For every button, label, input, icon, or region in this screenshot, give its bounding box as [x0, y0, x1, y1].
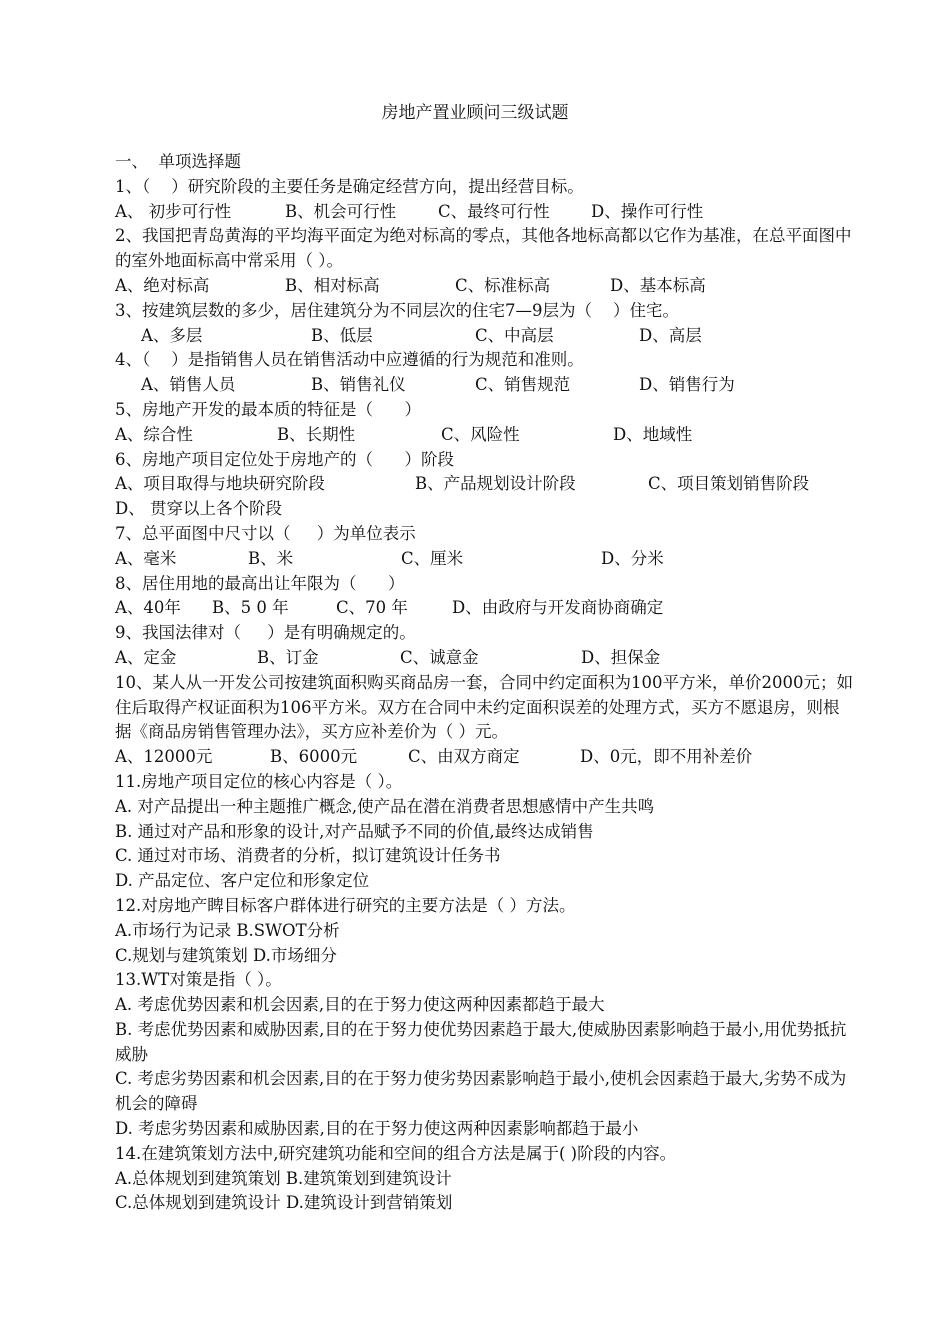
question-13: 13.WT对策是指（ ）。	[115, 970, 282, 990]
options-5	[115, 423, 855, 448]
document-title: 房地产置业顾问三级试题	[381, 103, 569, 123]
question-8: 8、居住用地的最高出让年限为（ ）	[115, 573, 405, 593]
option-b: B、长期性	[277, 424, 356, 444]
option-a: A、多层	[141, 325, 203, 345]
options-cd: C.总体规划到建筑设计 D.建筑设计到营销策划	[115, 1193, 453, 1213]
option-a: A、定金	[115, 647, 177, 667]
options-4	[115, 373, 855, 398]
option-d: D、 贯穿以上各个阶段	[115, 499, 282, 519]
option-d: D、担保金	[581, 647, 661, 667]
options-cd: C.规划与建筑策划 D.市场细分	[115, 945, 337, 965]
question-11: 11.房地产项目定位的核心内容是（ ）。	[115, 771, 403, 791]
option-a: A、综合性	[115, 424, 193, 444]
option-b: B、米	[248, 548, 294, 568]
option-d: D、基本标高	[610, 275, 706, 295]
option-c: C、销售规范	[475, 375, 571, 395]
option-a: A、 初步可行性	[115, 201, 232, 221]
question-1: 1、（ ）研究阶段的主要任务是确定经营方向，提出经营目标。	[115, 176, 584, 196]
option-d: D、由政府与开发商协商确定	[452, 598, 664, 618]
options-ab: A.市场行为记录 B.SWOT分析	[115, 920, 340, 940]
option-b: B、6000元	[270, 747, 358, 767]
option-d: D、0元，即不用补差价	[580, 747, 753, 767]
option-c: C、中高层	[475, 325, 554, 345]
question-5: 5、房地产开发的最本质的特征是（ ）	[115, 399, 421, 419]
options-10	[115, 745, 855, 770]
option-d: D、操作可行性	[591, 201, 704, 221]
option-c: C、标准标高	[455, 275, 551, 295]
option-a: A、销售人员	[141, 375, 236, 395]
options-2	[115, 274, 855, 299]
option-b: B、销售礼仪	[311, 375, 406, 395]
question-7: 7、总平面图中尺寸以（ ）为单位表示	[115, 523, 416, 543]
question-4: 4、（ ）是指销售人员在销售活动中应遵循的行为规范和准则。	[115, 350, 584, 370]
option-b: B. 考虑优势因素和威胁因素,目的在于努力使优势因素趋于最大,使威胁因素影响趋于最小,用优势抵抗威胁	[115, 1019, 847, 1064]
options-7	[115, 547, 855, 572]
option-b: B、相对标高	[285, 275, 380, 295]
option-a: A、项目取得与地块研究阶段	[115, 474, 325, 494]
option-d: D、分米	[601, 548, 664, 568]
option-c: C、由双方商定	[408, 747, 520, 767]
option-b: B、订金	[257, 647, 319, 667]
options-6	[115, 472, 855, 497]
option-a: A、12000元	[115, 747, 213, 767]
option-b: B、5 0 年	[212, 598, 289, 618]
option-c: C. 通过对市场、消费者的分析，拟订建筑设计任务书	[115, 846, 501, 866]
question-12: 12.对房地产睥目标客户群体进行研究的主要方法是（ ）方法。	[115, 895, 576, 915]
option-b: B、机会可行性	[285, 201, 397, 221]
option-c: C、风险性	[441, 424, 520, 444]
option-d: D. 考虑劣势因素和威胁因素,目的在于努力使这两种因素影响都趋于最小	[115, 1119, 639, 1139]
question-2: 2、我国把青岛黄海的平均海平面定为绝对标高的零点，其他各地标高都以它作为基准，在总平面图中的室外地面标高中常采用（ ）。	[115, 226, 852, 271]
question-3: 3、按建筑层数的多少，居住建筑分为不同层次的住宅7—9层为（ ）住宅。	[115, 300, 679, 320]
options-ab: A.总体规划到建筑策划 B.建筑策划到建筑设计	[115, 1168, 452, 1188]
section-heading: 一、 单项选择题	[115, 152, 241, 171]
option-c: C、最终可行性	[438, 201, 550, 221]
exam-content	[115, 150, 855, 1216]
option-a: A、40年	[115, 598, 181, 618]
option-b: B、低层	[311, 325, 373, 345]
option-c: C、诚意金	[400, 647, 479, 667]
option-d: D、高层	[639, 325, 702, 345]
options-8	[115, 596, 855, 621]
option-a: A. 对产品提出一种主题推广概念,使产品在潜在消费者思想感情中产生共鸣	[115, 796, 655, 816]
option-c: C、项目策划销售阶段	[648, 474, 810, 494]
option-c: C、厘米	[401, 548, 464, 568]
option-c: C、70 年	[336, 598, 408, 618]
option-a: A、毫米	[115, 548, 177, 568]
option-b: B、产品规划设计阶段	[415, 474, 576, 494]
option-a: A、绝对标高	[115, 275, 210, 295]
option-d: D、销售行为	[639, 375, 735, 395]
question-6: 6、房地产项目定位处于房地产的（ ）阶段	[115, 449, 454, 469]
question-14: 14.在建筑策划方法中,研究建筑功能和空间的组合方法是属于( )阶段的内容。	[115, 1143, 677, 1163]
question-10: 10、某人从一开发公司按建筑面积购买商品房一套，合同中约定面积为100平方米，单价2000元；如住后取得产权证面积为106平方米。双方在合同中未约定面积误差的处理方式，买方不愿退房，则根据《商品房销售管理办法》，买方应补差价为（ ）元。	[115, 672, 853, 742]
options-9	[115, 646, 855, 671]
option-d: D、地域性	[613, 424, 693, 444]
option-b: B. 通过对产品和形象的设计,对产品赋予不同的价值,最终达成销售	[115, 821, 594, 841]
option-c: C. 考虑劣势因素和机会因素,目的在于努力使劣势因素影响趋于最小,使机会因素趋于最大,劣势不成为机会的障碍	[115, 1069, 847, 1114]
options-3	[115, 324, 855, 349]
question-9: 9、我国法律对（ ）是有明确规定的。	[115, 623, 416, 643]
options-1	[115, 200, 855, 225]
option-a: A. 考虑优势因素和机会因素,目的在于努力使这两种因素都趋于最大	[115, 995, 605, 1015]
option-d: D. 产品定位、客户定位和形象定位	[115, 871, 370, 891]
